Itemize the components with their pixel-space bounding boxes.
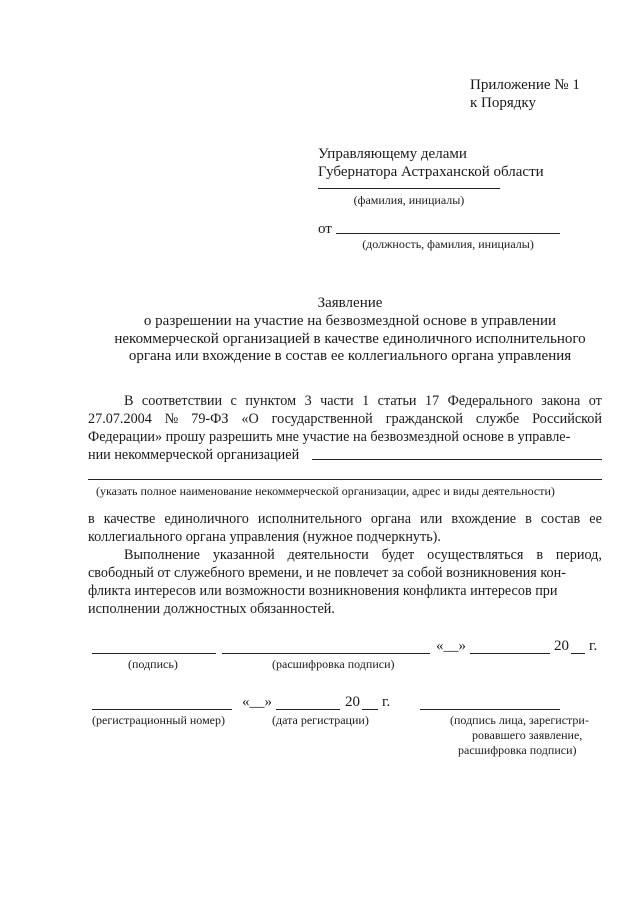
reg-date-month-line[interactable] xyxy=(276,709,340,710)
word: В xyxy=(124,393,134,409)
word: в xyxy=(536,547,544,563)
word: 17 xyxy=(424,393,440,409)
p3-line-2: свободный от служебного времени, и не повлечет за собой возникновения кон- xyxy=(88,565,566,581)
word: в xyxy=(525,511,532,527)
p1-line-4: нии некоммерческой организацией xyxy=(88,447,300,463)
word: «О xyxy=(241,411,259,427)
title-line-1: о разрешении на участие на безвозмездной основе в управлении xyxy=(143,313,557,329)
word: 27.07.2004 xyxy=(88,411,152,427)
signature-date-month-line[interactable] xyxy=(470,653,550,654)
org-name-line[interactable] xyxy=(88,479,602,480)
word: единоличного xyxy=(164,511,249,527)
addressee-position: Управляющему делами xyxy=(318,146,467,162)
word: Российской xyxy=(532,411,602,427)
reg-number-line[interactable] xyxy=(92,709,232,710)
org-name-line-inline[interactable] xyxy=(312,459,602,460)
word: качестве xyxy=(103,511,156,527)
word: службе xyxy=(475,411,520,427)
p3-line-3: фликта интересов или возможности возникновения конфликта интересов при xyxy=(88,583,558,599)
word: органа xyxy=(370,511,412,527)
word: состав xyxy=(540,511,581,527)
p1-line-2 xyxy=(88,410,602,428)
signature-year-line[interactable] xyxy=(571,653,585,654)
p1-line-3: Федерации» прошу разрешить мне участие на безвозмездной основе в управле- xyxy=(88,429,571,445)
p3-line-1 xyxy=(124,546,602,564)
word: соответствии xyxy=(141,393,223,409)
reg-date-hint: (дата регистрации) xyxy=(272,713,369,727)
word: будет xyxy=(381,547,415,563)
word: закона xyxy=(541,393,581,409)
word: указанной xyxy=(212,547,275,563)
word: осуществляться xyxy=(427,547,524,563)
word: ее xyxy=(589,511,602,527)
word: в xyxy=(88,511,95,527)
word: части xyxy=(320,393,354,409)
reg-number-hint: (регистрационный номер) xyxy=(92,713,225,727)
word: 79-ФЗ xyxy=(191,411,229,427)
from-label: от xyxy=(318,221,332,237)
word: гражданской xyxy=(385,411,463,427)
signature-hint: (подпись) xyxy=(128,657,178,671)
registrar-signature-line[interactable] xyxy=(420,709,560,710)
addressee-name-hint: (фамилия, инициалы) xyxy=(353,193,465,207)
word: 3 xyxy=(304,393,312,409)
reg-year-line[interactable] xyxy=(362,709,378,710)
word: государственной xyxy=(271,411,373,427)
p3-line-4: исполнении должностных обязанностей. xyxy=(88,601,335,617)
word: Выполнение xyxy=(124,547,200,563)
appendix-label: Приложение № 1 xyxy=(470,77,580,93)
p1-line-1 xyxy=(124,392,602,410)
word: или xyxy=(420,511,443,527)
registrar-hint-1: (подпись лица, зарегистри- xyxy=(450,713,589,727)
reg-year-suffix: г. xyxy=(382,694,391,710)
word: вхождение xyxy=(451,511,517,527)
word: 1 xyxy=(362,393,370,409)
signature-decode-line[interactable] xyxy=(222,653,430,654)
title-line-3: органа или вхождение в состав ее коллегиального органа управления xyxy=(128,348,572,364)
word: пунктом xyxy=(245,393,297,409)
reg-year-prefix: 20 xyxy=(345,694,360,710)
word: от xyxy=(588,393,602,409)
word: исполнительного xyxy=(257,511,362,527)
org-name-hint: (указать полное наименование некоммерческой организации, адрес и виды деятельности) xyxy=(96,484,555,498)
word: статьи xyxy=(377,393,417,409)
signature-line[interactable] xyxy=(92,653,216,654)
from-hint: (должность, фамилия, инициалы) xyxy=(362,237,534,251)
registrar-hint-3: расшифровка подписи) xyxy=(458,743,577,757)
p2-line-2: коллегиального органа управления (нужное подчеркнуть). xyxy=(88,529,441,545)
reg-date-day: «__» xyxy=(242,694,272,710)
word: № xyxy=(164,411,179,427)
appendix-reference: к Порядку xyxy=(470,95,536,111)
title-line-2: некоммерческой организацией в качестве единоличного исполнительного xyxy=(114,331,586,347)
word: период, xyxy=(555,547,602,563)
signature-year-suffix: г. xyxy=(589,638,598,654)
word: деятельности xyxy=(287,547,369,563)
registrar-hint-2: ровавшего заявление, xyxy=(472,728,583,742)
from-line[interactable] xyxy=(336,233,560,234)
document-title: Заявление xyxy=(317,295,383,311)
p2-line-1 xyxy=(88,510,602,528)
addressee-organization: Губернатора Астраханской области xyxy=(318,164,544,180)
word: с xyxy=(230,393,237,409)
signature-decode-hint: (расшифровка подписи) xyxy=(272,657,395,671)
signature-date-day: «__» xyxy=(436,638,466,654)
signature-year-prefix: 20 xyxy=(554,638,569,654)
addressee-name-line[interactable] xyxy=(318,188,500,189)
word: Федерального xyxy=(447,393,533,409)
